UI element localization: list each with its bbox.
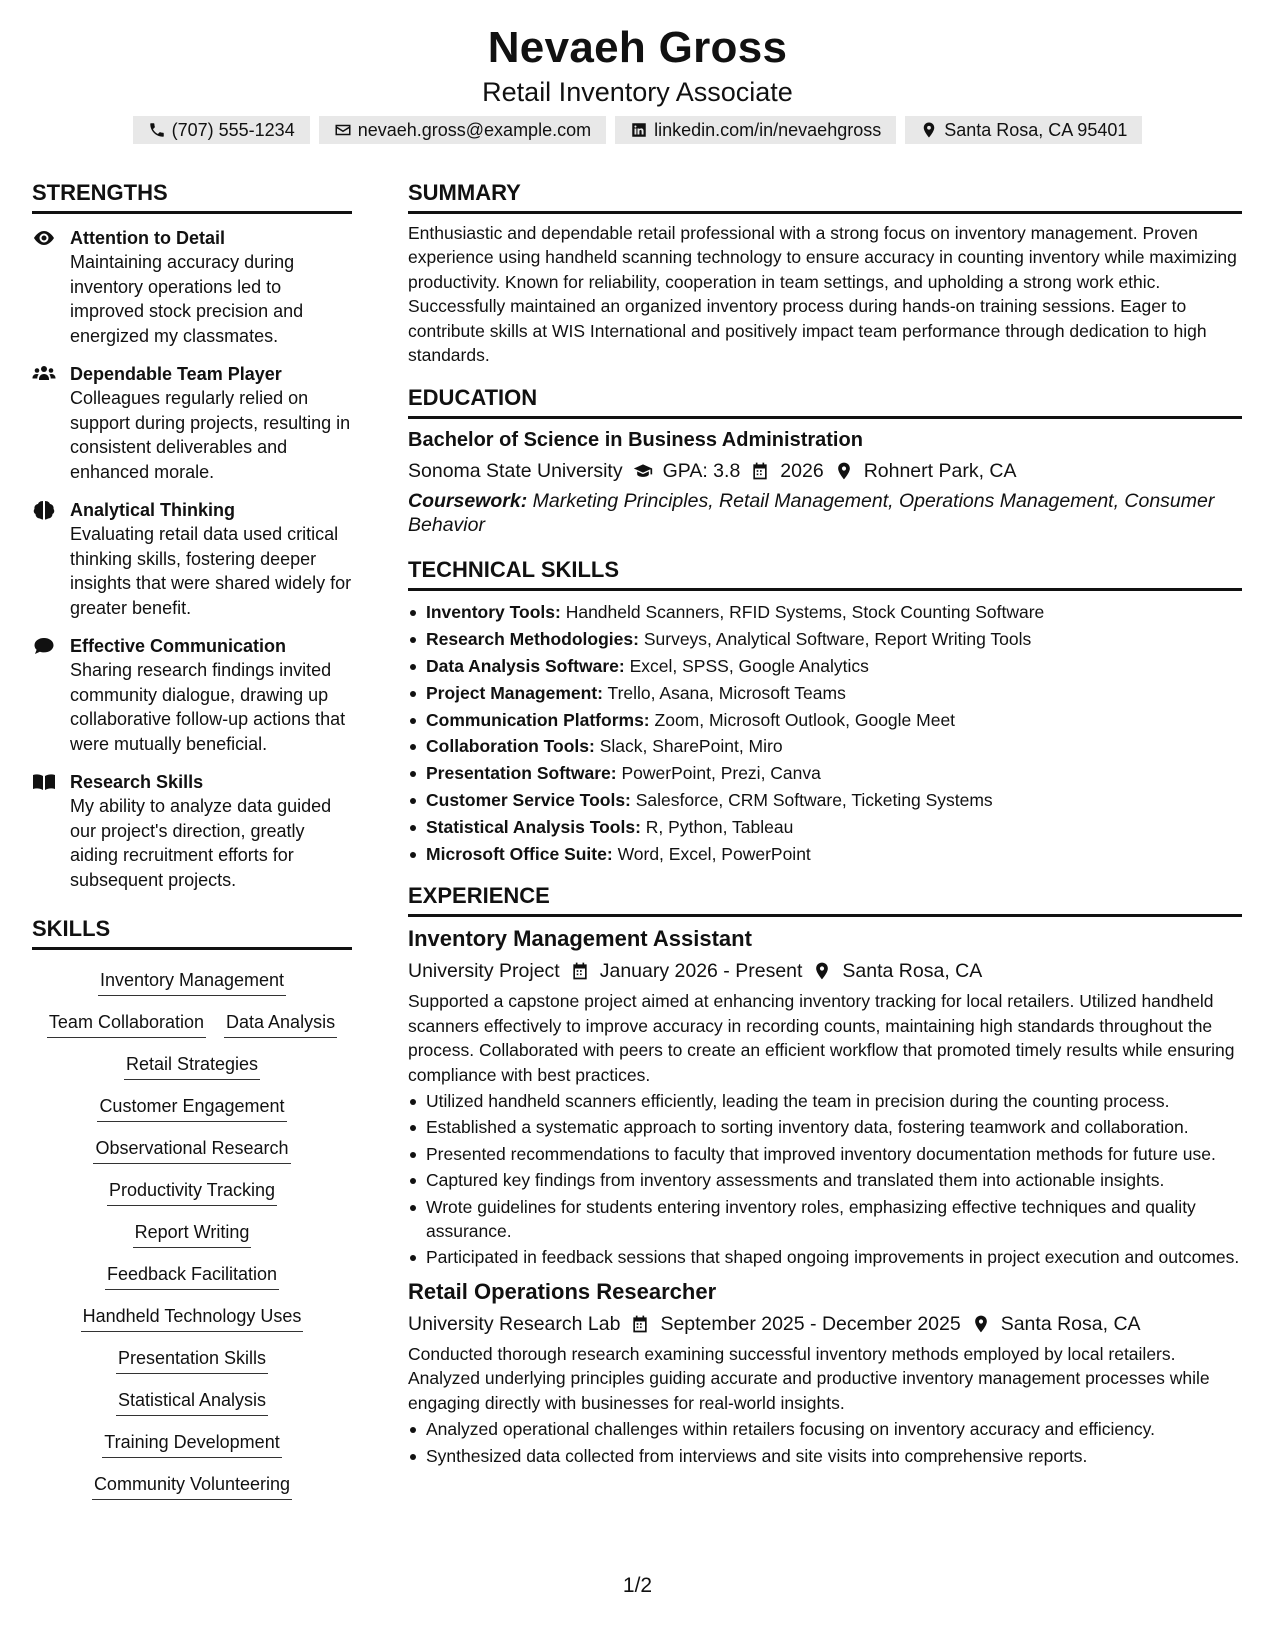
job-location: Santa Rosa, CA — [842, 960, 983, 983]
list-item: Presented recommendations to faculty that improved inventory documentation methods for future use. — [408, 1142, 1242, 1166]
list-item — [408, 707, 1242, 734]
tech-value: Trello, Asana, Microsoft Teams — [607, 682, 846, 703]
strength-item — [32, 498, 352, 620]
contact-bar — [0, 116, 1275, 144]
school-name: Sonoma State University — [408, 460, 623, 483]
contact-linkedin[interactable] — [615, 116, 896, 144]
strength-desc: Colleagues regularly relied on support during projects, resulting in consistent deliverables and enhanced morale. — [70, 388, 351, 482]
job-entry — [408, 925, 1242, 1269]
job-description: Conducted thorough research examining successful inventory methods employed by local retailers. Analyzed underlying principles guiding accurate and productive inventory management processes while engaging directly with businesses for real-world insights. — [408, 1343, 1210, 1413]
skill-tag: Statistical Analysis — [116, 1388, 268, 1416]
page-number: 1/2 — [622, 1574, 653, 1597]
job-org: University Research Lab — [408, 1312, 621, 1335]
contact-location — [905, 116, 1142, 144]
job-description: Supported a capstone project aimed at enhancing inventory tracking for local retailers. Utilized handheld scanners effectively to improve accuracy in recording counts, maintaining high standards throughout the process. Collaborated with peers to create an efficient workflow that promoted timely results while ensuring compliance with best practices. — [408, 991, 1235, 1085]
job-org: University Project — [408, 960, 560, 983]
list-item: Captured key findings from inventory assessments and translated them into actionable insights. — [408, 1168, 1242, 1192]
job-dates: January 2026 - Present — [599, 960, 803, 983]
strength-item — [32, 634, 352, 756]
location-text: Santa Rosa, CA 95401 — [944, 119, 1128, 140]
graduation-cap-icon — [633, 461, 653, 481]
phone-icon — [148, 121, 166, 139]
resume-header — [0, 22, 1275, 144]
linkedin-text: linkedin.com/in/nevaehgross — [654, 119, 882, 140]
email-text: nevaeh.gross@example.com — [357, 119, 592, 140]
skill-tag: Productivity Tracking — [107, 1178, 277, 1206]
skill-tag: Inventory Management — [98, 968, 286, 996]
book-icon — [32, 772, 56, 792]
strength-title: Dependable Team Player — [70, 364, 282, 384]
list-item: Established a systematic approach to sorting inventory data, fostering teamwork and collaboration. — [408, 1115, 1242, 1139]
coursework — [408, 489, 1242, 537]
tech-label: Presentation Software: — [426, 763, 617, 784]
strength-item — [32, 362, 352, 484]
skill-tag: Observational Research — [93, 1136, 290, 1164]
candidate-title: Retail Inventory Associate — [482, 77, 793, 107]
list-item — [408, 760, 1242, 787]
tech-label: Collaboration Tools: — [426, 736, 595, 757]
list-item — [408, 841, 1242, 868]
map-pin-icon — [920, 121, 938, 139]
job-meta — [408, 1310, 1242, 1338]
strengths-heading: STRENGTHS — [32, 178, 352, 214]
strength-title: Effective Communication — [70, 636, 287, 656]
job-dates: September 2025 - December 2025 — [660, 1312, 961, 1335]
job-bullets — [408, 1417, 1242, 1468]
tech-label: Microsoft Office Suite: — [426, 843, 613, 864]
list-item — [408, 653, 1242, 680]
technical-skills-heading: TECHNICAL SKILLS — [408, 555, 1242, 591]
users-icon — [32, 364, 56, 384]
tech-value: Surveys, Analytical Software, Report Writing Tools — [643, 629, 1032, 650]
skill-tag: Community Volunteering — [92, 1472, 292, 1500]
strength-desc: Sharing research findings invited community dialogue, drawing up collaborative follow-up actions that were mutually beneficial. — [70, 660, 346, 754]
list-item: Wrote guidelines for students entering inventory roles, emphasizing effective techniques and quality assurance. — [408, 1195, 1242, 1244]
summary-text: Enthusiastic and dependable retail professional with a strong focus on inventory management. Proven experience using handheld scanning technology to ensure accuracy in counting inventory while maximizing productivity. Known for reliability, cooperation in team settings, and upholding a strong work ethic. Successfully maintained an organized inventory process during hands-on training sessions. Eager to contribute skills at WIS International and positively impact team performance through dedication to high standards. — [408, 223, 1237, 366]
list-item — [408, 733, 1242, 760]
tech-value: Word, Excel, PowerPoint — [617, 843, 811, 864]
list-item — [408, 599, 1242, 626]
tech-label: Statistical Analysis Tools: — [426, 816, 641, 837]
skills-list — [32, 968, 352, 1500]
technical-skills-section — [408, 555, 1242, 867]
strength-desc: Maintaining accuracy during inventory operations led to improved stock precision and energized my classmates. — [70, 252, 304, 346]
contact-email[interactable] — [319, 116, 606, 144]
skill-tag: Handheld Technology Uses — [81, 1304, 304, 1332]
list-item: Synthesized data collected from interviews and site visits into comprehensive reports. — [408, 1444, 1242, 1468]
job-entry — [408, 1278, 1242, 1468]
comment-icon — [32, 636, 56, 656]
envelope-icon — [334, 121, 352, 139]
tech-value: Handheld Scanners, RFID Systems, Stock Counting Software — [565, 602, 1045, 623]
contact-phone — [133, 116, 310, 144]
experience-heading: EXPERIENCE — [408, 881, 1242, 917]
education-section — [408, 383, 1242, 537]
map-pin-icon — [834, 461, 854, 481]
list-item: Participated in feedback sessions that shaped ongoing improvements in project execution and outcomes. — [408, 1245, 1242, 1269]
gpa-text: GPA: 3.8 — [662, 460, 741, 483]
right-column — [408, 178, 1242, 1468]
job-bullets — [408, 1089, 1242, 1270]
experience-section — [408, 881, 1242, 1468]
skill-tag: Retail Strategies — [124, 1052, 260, 1080]
tech-label: Research Methodologies: — [426, 629, 639, 650]
skill-tag: Training Development — [102, 1430, 281, 1458]
strength-desc: Evaluating retail data used critical thinking skills, fostering deeper insights that were shared widely for greater benefit. — [70, 524, 352, 618]
tech-value: Salesforce, CRM Software, Ticketing Systems — [635, 790, 993, 811]
list-item — [408, 787, 1242, 814]
skill-tag: Report Writing — [133, 1220, 252, 1248]
candidate-name: Nevaeh Gross — [487, 23, 788, 72]
tech-value: Excel, SPSS, Google Analytics — [629, 656, 869, 677]
coursework-label: Coursework: — [408, 490, 528, 513]
skill-tag: Customer Engagement — [97, 1094, 286, 1122]
skills-heading: SKILLS — [32, 914, 352, 950]
education-meta — [408, 457, 1242, 485]
school-location: Rohnert Park, CA — [863, 460, 1017, 483]
tech-value: Slack, SharePoint, Miro — [599, 736, 783, 757]
strength-item — [32, 226, 352, 348]
brain-icon — [32, 500, 56, 520]
job-meta — [408, 957, 1242, 985]
calendar-icon — [570, 961, 590, 981]
list-item — [408, 626, 1242, 653]
left-column — [32, 178, 352, 1500]
graduation-year: 2026 — [780, 460, 824, 483]
map-pin-icon — [812, 961, 832, 981]
skill-tag: Presentation Skills — [116, 1346, 268, 1374]
strength-title: Analytical Thinking — [70, 500, 236, 520]
tech-value: Zoom, Microsoft Outlook, Google Meet — [654, 709, 956, 730]
phone-text: (707) 555-1234 — [171, 119, 295, 140]
tech-label: Inventory Tools: — [426, 602, 561, 623]
strength-title: Attention to Detail — [70, 228, 225, 248]
strength-item — [32, 770, 352, 892]
calendar-icon — [750, 461, 770, 481]
skill-tag: Feedback Facilitation — [105, 1262, 279, 1290]
coursework-text: Marketing Principles, Retail Management, Operations Management, Consumer Behavior — [408, 490, 1215, 537]
strength-title: Research Skills — [70, 772, 204, 792]
education-heading: EDUCATION — [408, 383, 1242, 419]
list-item: Analyzed operational challenges within retailers focusing on inventory accuracy and efficiency. — [408, 1417, 1242, 1441]
job-location: Santa Rosa, CA — [1000, 1312, 1141, 1335]
tech-value: R, Python, Tableau — [645, 816, 794, 837]
linkedin-icon — [630, 121, 648, 139]
map-pin-icon — [971, 1314, 991, 1334]
skill-tag: Data Analysis — [224, 1010, 337, 1038]
job-title: Retail Operations Researcher — [408, 1278, 717, 1304]
list-item — [408, 680, 1242, 707]
skill-tag: Team Collaboration — [47, 1010, 206, 1038]
summary-heading: SUMMARY — [408, 178, 1242, 214]
degree-title: Bachelor of Science in Business Administration — [408, 429, 863, 452]
tech-label: Data Analysis Software: — [426, 656, 625, 677]
list-item: Utilized handheld scanners efficiently, leading the team in precision during the counting process. — [408, 1089, 1242, 1113]
tech-label: Project Management: — [426, 682, 603, 703]
list-item — [408, 814, 1242, 841]
eye-icon — [32, 228, 56, 248]
job-title: Inventory Management Assistant — [408, 926, 752, 952]
technical-skills-list — [408, 599, 1242, 867]
calendar-icon — [630, 1314, 650, 1334]
tech-label: Customer Service Tools: — [426, 790, 631, 811]
tech-label: Communication Platforms: — [426, 709, 650, 730]
tech-value: PowerPoint, Prezi, Canva — [621, 763, 821, 784]
strength-desc: My ability to analyze data guided our project's direction, greatly aiding recruitment efforts for subsequent projects. — [70, 796, 332, 890]
